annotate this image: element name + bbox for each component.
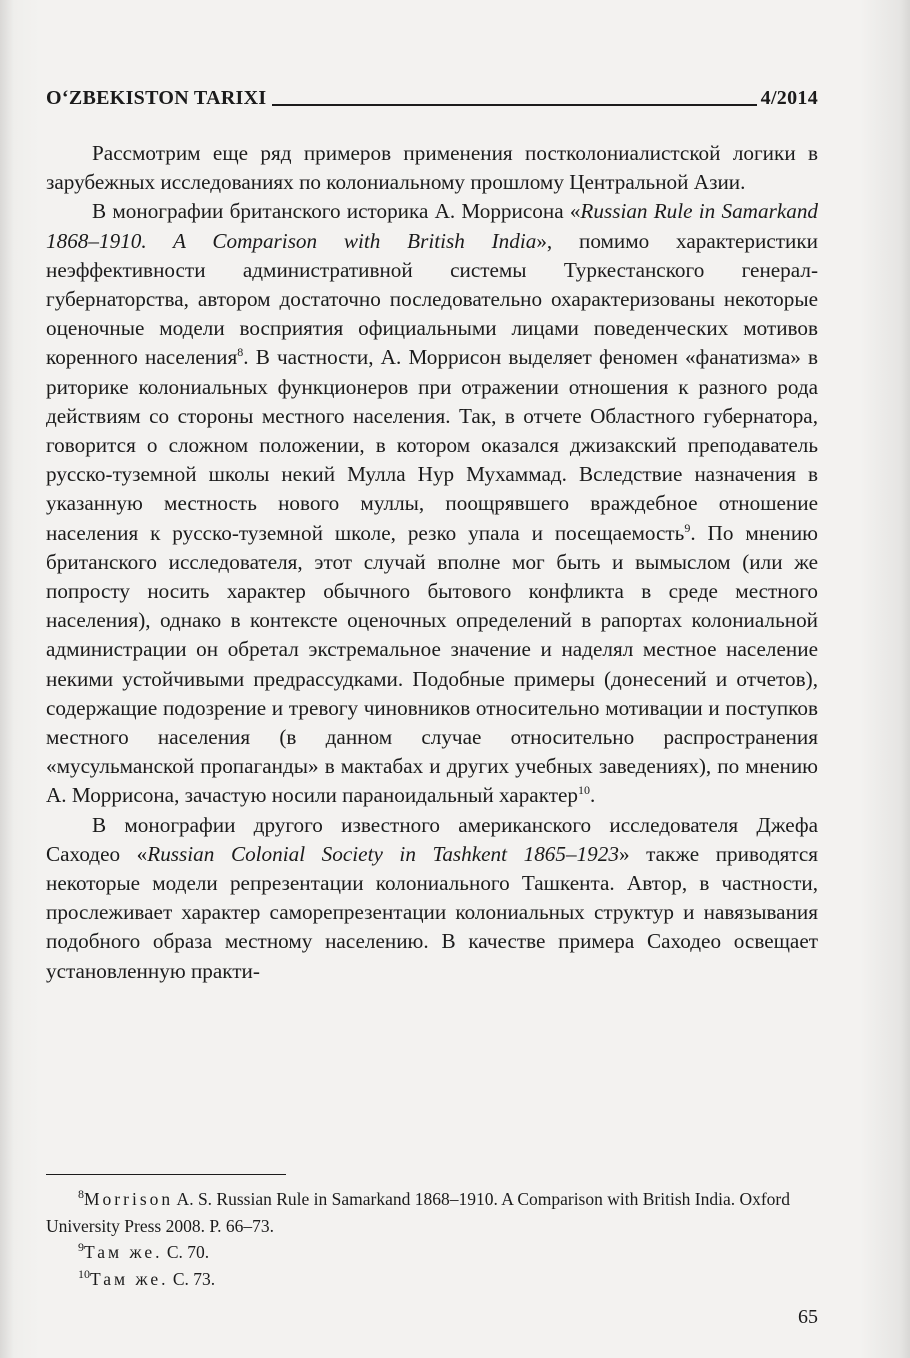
issue-number: 4/2014 (760, 87, 818, 109)
footnote-10: $^{10}$Там же. С. 73. (78, 1266, 216, 1289)
paragraph-3: В монографии другого известного американского исследователя Джефа Саходео «Russian Colonial Society in Tashkent 1865–1923» также приводятся некоторые модели репрезентации колониального Ташкента. Автор, в частности, прослеживает характер саморепрезентации колониальных структур и навязывания подобного образа местному населению. В качестве примера Саходео освещает установленную практи- (46, 812, 818, 983)
footnote-separator (46, 1174, 286, 1175)
running-header (46, 80, 818, 110)
journal-title: O‘ZBEKISTON TARIXI (46, 87, 267, 109)
footnotes (46, 1186, 818, 1292)
footnote-8: $^8$Morrison A. S. Russian Rule in Samarkand 1868–1910. A Comparison with British India. Oxford University Press 2008. P. 66–73. (46, 1187, 790, 1236)
book-title-morrison: Russian Rule in Samarkand 1868–1910. A Comparison with British India (46, 199, 819, 253)
page-number: 65 (798, 1306, 818, 1328)
footnote-ref-9: 9 (684, 520, 691, 535)
footnote-ref-10: 10 (577, 783, 590, 798)
book-title-sahadeo: Russian Colonial Society in Tashkent 1865–1923 (147, 841, 619, 866)
header-rule (272, 104, 756, 106)
paragraph-2: В монографии британского историка А. Моррисона «Russian Rule in Samarkand 1868–1910. A Comparison with British India», помимо характеристики неэффективности административной системы Туркестанского генерал-губернаторства, автором достаточно последовательно охарактеризованы некоторые оценочные модели восприятия официальными лицами поведенческих мотивов коренного населения$^8$. В частности, А. Моррисон выделяет феномен «фанатизма» в риторике колониальных функционеров при отражении отношения к разного рода действиям со стороны местного населения. Так, в отчете Областного губернатора, говорится о сложном положении, в котором оказался джизакский преподаватель русско-туземной школы некий Мулла Нур Мухаммад. Вследствие назначения в указанную местность нового муллы, поощрявшего враждебное отношение населения к русско-туземной школе, резко упала и посещаемость$^9$. По мнению британского исследователя, этот случай вполне мог быть и вымыслом (или же попросту носить характер обычного бытового конфликта в среде местного населения), однако в контексте оценочных определений в рапортах колониальной администрации он обретал экстремальное значение и наделял местное население некими устойчивыми предрассудками. Подобные примеры (донесений и отчетов), содержащие подозрение и тревогу чиновников относительно мотивации и поступков местного населения (в данном случае относительно распространения «мусульманской пропаганды» в мактабах и других учебных заведениях), по мнению А. Моррисона, зачастую носили параноидальный характер$^{10}$. (46, 199, 819, 808)
footnote-ref-8: 8 (237, 345, 244, 360)
paragraph-1: Рассмотрим еще ряд примеров применения постколониалистской логики в зарубежных исследованиях по колониальному прошлому Центральной Азии. (46, 141, 818, 195)
body-text (46, 139, 818, 986)
footnote-9: $^9$Там же. С. 70. (78, 1240, 210, 1262)
